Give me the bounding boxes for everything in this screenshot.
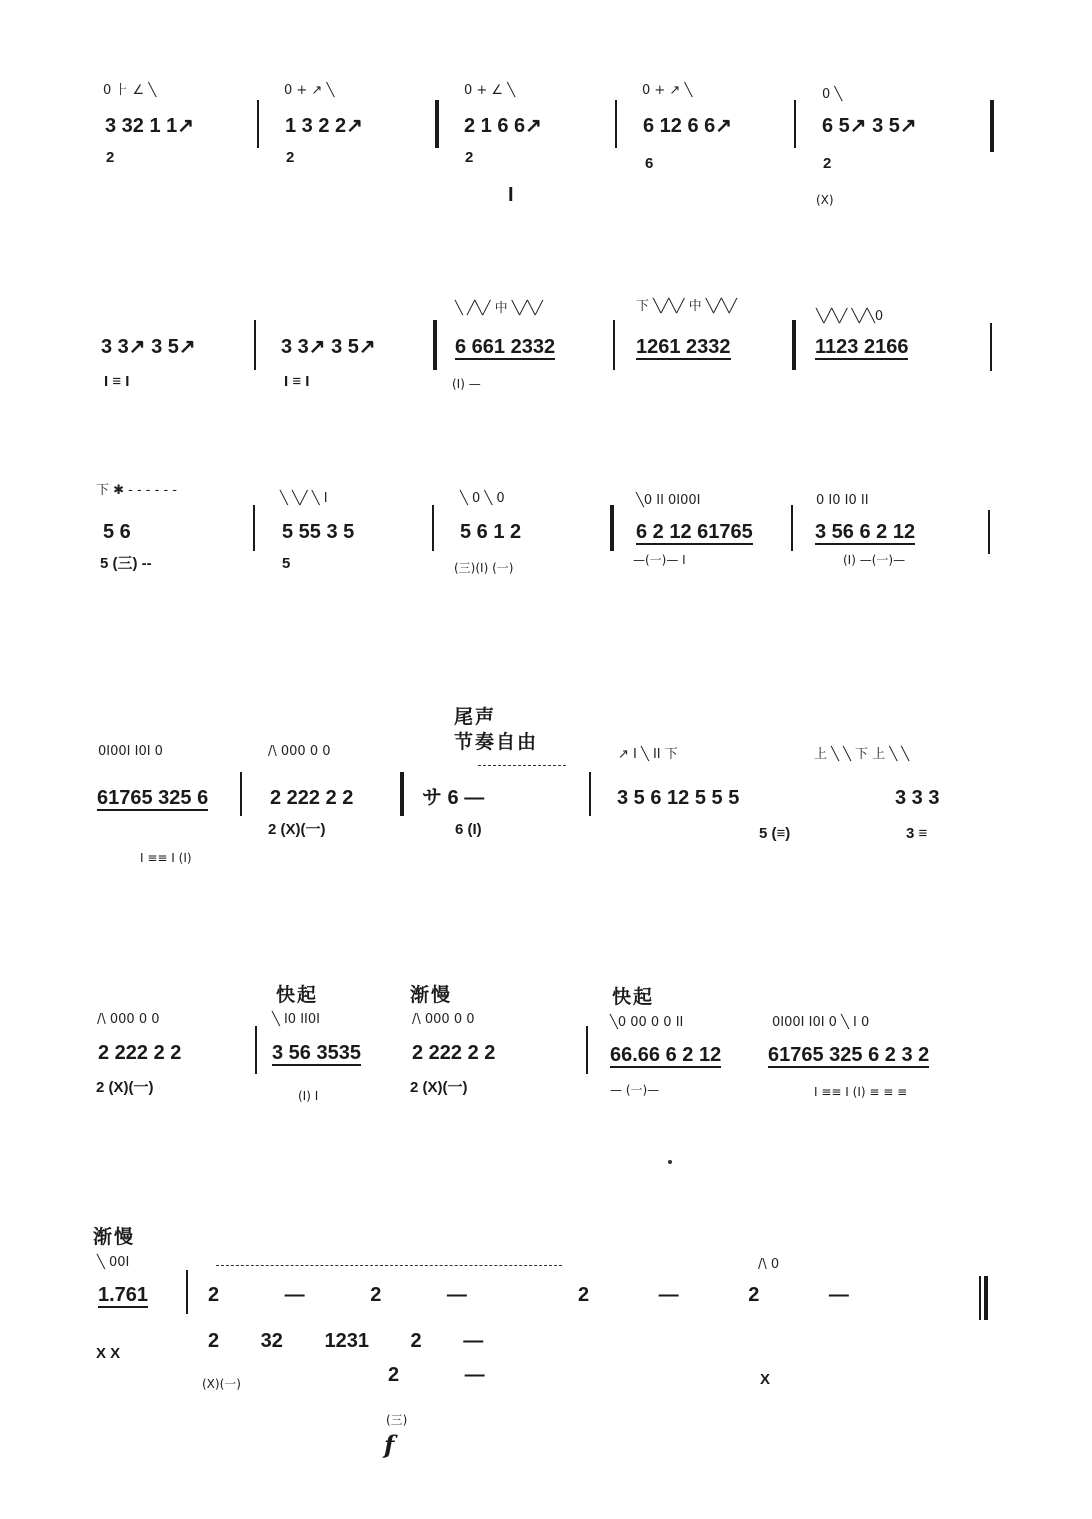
note-group: 1.761 xyxy=(98,1284,149,1306)
note-group: 2 32 1231 2 — xyxy=(208,1330,484,1352)
note-group: 1123 2166 xyxy=(815,336,909,358)
lower-part: 5 (≡) xyxy=(759,825,791,842)
lower-part: 2 xyxy=(286,149,295,166)
note-group: 3 3 3 xyxy=(895,787,940,809)
note-group: 2 222 2 2 xyxy=(98,1042,182,1064)
barline xyxy=(254,320,256,370)
note-group: サ 6 — xyxy=(422,787,485,809)
lower-part: (I) — xyxy=(452,377,481,391)
lower-part: 2 xyxy=(465,149,474,166)
note-group: 61765 325 6 xyxy=(97,787,209,809)
barline xyxy=(240,772,242,816)
tempo-marking: 渐慢 xyxy=(93,1226,136,1248)
note-group: 2 — 2 — xyxy=(578,1284,849,1306)
lower-part: (I) —(一)— xyxy=(843,553,906,567)
lower-part: — (一)— xyxy=(610,1083,660,1097)
barline xyxy=(613,320,615,370)
lower-part: 2 xyxy=(823,155,832,172)
lower-part: 2 (X)(一) xyxy=(410,1079,468,1096)
lower-part: (三)(I) (一) xyxy=(454,561,514,575)
ornament-mark: 0 ⺊ ∠ ╲ xyxy=(103,83,157,98)
ornament-mark: ╲╱╲╱ ╲╱╲0 xyxy=(816,309,884,324)
note-group: 3 32 1 1↗ xyxy=(105,115,195,137)
barline xyxy=(990,100,994,152)
ornament-mark: 下 ╲╱╲╱ 中 ╲╱╲╱ xyxy=(636,299,738,314)
note-group: 2 — xyxy=(388,1364,485,1386)
note-group: 2 — 2 — xyxy=(208,1284,467,1306)
note-group: 3 5 6 12 5 5 5 xyxy=(617,787,740,809)
lower-part: 2 xyxy=(106,149,115,166)
section-title: 尾声 xyxy=(454,706,497,728)
note-group: 66.66 6 2 12 xyxy=(610,1044,722,1066)
note-group: 6 661 2332 xyxy=(455,336,556,358)
stray-dot xyxy=(668,1160,672,1164)
barline xyxy=(615,100,617,148)
ornament-mark: ╲0 II 0I00I xyxy=(636,493,701,508)
note-group: 2 222 2 2 xyxy=(412,1042,496,1064)
barline xyxy=(589,772,591,816)
ornament-mark: 0I00I I0I 0 xyxy=(98,744,163,759)
lower-part: 2 (X)(一) xyxy=(96,1079,154,1096)
ornament-mark: 0I00I I0I 0 ╲ I 0 xyxy=(772,1015,870,1030)
ornament-mark: ╲ ╱╲╱ 中 ╲╱╲╱ xyxy=(455,301,544,316)
ornament-mark: ╲ ╲╱ ╲ I xyxy=(280,491,328,506)
barline xyxy=(990,323,992,371)
ornament-mark: 0 + ∠ ╲ xyxy=(464,83,516,98)
note-group: 61765 325 6 2 3 2 xyxy=(768,1044,930,1066)
lower-part: I ≡ I xyxy=(284,373,310,390)
barline xyxy=(610,505,614,551)
lower-part: 2 (X)(一) xyxy=(268,821,326,838)
tempo-marking: 节奏自由 xyxy=(454,731,539,753)
barline xyxy=(257,100,259,148)
barline xyxy=(432,505,434,551)
lower-part: I ≡≡ I (I) xyxy=(140,851,192,865)
lower-part: (三) xyxy=(386,1413,408,1427)
note-group: 1261 2332 xyxy=(636,336,731,358)
barline xyxy=(791,505,793,551)
note-group: 3 56 3535 xyxy=(272,1042,361,1064)
lower-part: 5 xyxy=(282,555,291,572)
roman-marker: I xyxy=(508,184,514,206)
barline xyxy=(400,772,404,816)
tempo-marking: 渐慢 xyxy=(410,984,453,1006)
ornament-mark: ╲ 0 ╲ 0 xyxy=(460,491,505,506)
note-group: 2 222 2 2 xyxy=(270,787,354,809)
barline xyxy=(988,510,990,554)
note-group: 3 3↗ 3 5↗ xyxy=(281,336,376,358)
ornament-mark: ╲ I0 II0I xyxy=(272,1012,320,1027)
lower-part: (X)(一) xyxy=(202,1377,241,1391)
ornament-mark: /\ 000 0 0 xyxy=(97,1012,160,1027)
barline xyxy=(979,1276,981,1320)
note-group: 3 56 6 2 12 xyxy=(815,521,916,543)
dynamic-forte: f xyxy=(384,1430,395,1459)
note-group: 6 5↗ 3 5↗ xyxy=(822,115,917,137)
tempo-marking: 快起 xyxy=(612,986,655,1008)
barline xyxy=(255,1026,257,1074)
fermata-line xyxy=(216,1265,562,1266)
ornament-mark: /\ 000 0 0 xyxy=(268,744,331,759)
lower-part: 6 xyxy=(645,155,654,172)
barline xyxy=(794,100,796,148)
ornament-mark: ╲ 00I xyxy=(97,1255,130,1270)
ornament-mark: 下 ✱ - - - - - - xyxy=(96,483,177,498)
lower-part: 6 (I) xyxy=(455,821,482,838)
ornament-mark: 0 I0 I0 II xyxy=(816,493,869,508)
note-group: 5 55 3 5 xyxy=(282,521,355,543)
note-group: 5 6 xyxy=(103,521,131,543)
note-group: 6 12 6 6↗ xyxy=(643,115,733,137)
lower-part: X xyxy=(760,1371,771,1388)
lower-part: (I) I xyxy=(298,1089,319,1103)
barline xyxy=(253,505,255,551)
barline xyxy=(792,320,796,370)
ornament-mark: /\ 0 xyxy=(758,1257,780,1272)
note-group: 2 1 6 6↗ xyxy=(464,115,542,137)
lower-part: I ≡ I xyxy=(104,373,130,390)
barline xyxy=(186,1270,188,1314)
barline xyxy=(586,1026,588,1074)
lower-part: 5 (三) -- xyxy=(100,555,152,572)
fermata-line xyxy=(478,765,566,766)
note-group: 5 6 1 2 xyxy=(460,521,522,543)
lower-part: 3 ≡ xyxy=(906,825,928,842)
ornament-mark: 0 + ↗ ╲ xyxy=(284,83,335,98)
lower-part: X X xyxy=(96,1345,121,1362)
lower-annotation: (X) xyxy=(816,193,834,207)
barline xyxy=(984,1276,988,1320)
ornament-mark: 0 ╲ xyxy=(822,87,843,102)
ornament-mark: ↗ I ╲ II 下 xyxy=(618,747,678,762)
note-group: 3 3↗ 3 5↗ xyxy=(101,336,196,358)
note-group: 6 2 12 61765 xyxy=(636,521,753,543)
tempo-marking: 快起 xyxy=(276,984,319,1006)
ornament-mark: 0 + ↗ ╲ xyxy=(642,83,693,98)
ornament-mark: 上 ╲ ╲ 下 上 ╲ ╲ xyxy=(814,747,910,762)
barline xyxy=(433,320,437,370)
ornament-mark: ╲0 00 0 0 II xyxy=(610,1015,684,1030)
lower-part: —(一)— I xyxy=(633,553,686,567)
barline xyxy=(435,100,439,148)
lower-part: I ≡≡ I (I) ≡ ≡ ≡ xyxy=(814,1085,908,1099)
note-group: 1 3 2 2↗ xyxy=(285,115,363,137)
ornament-mark: /\ 000 0 0 xyxy=(412,1012,475,1027)
